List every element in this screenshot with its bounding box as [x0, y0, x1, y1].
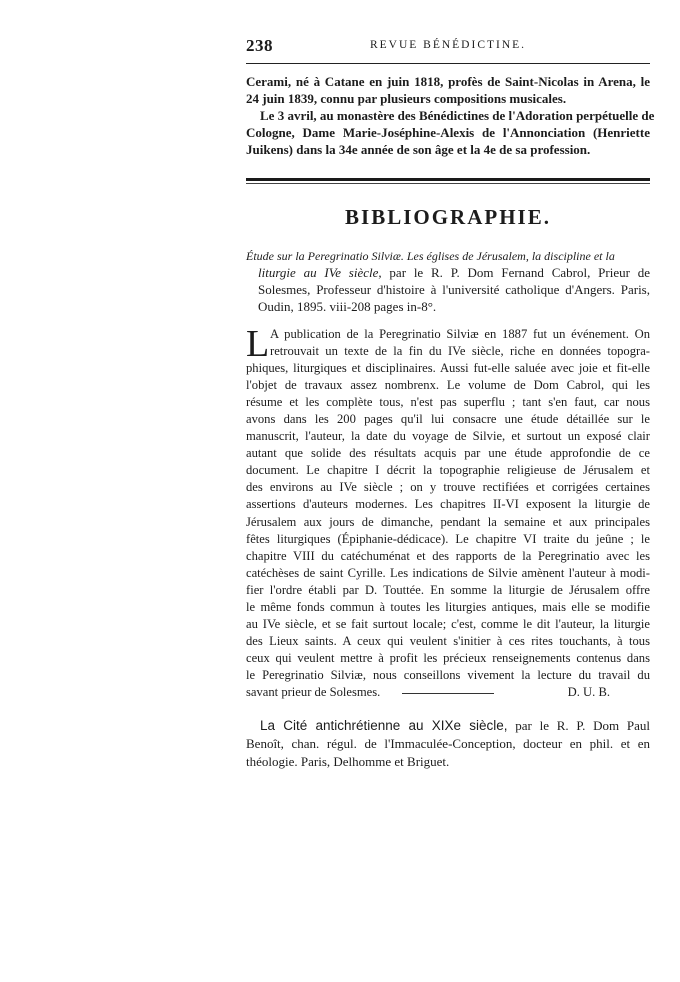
text-line: fêtes liturgiques (Épiphanie-dédicace). Le chapitre VI traite du jeûne ; le: [246, 531, 650, 546]
reference-line: théologie. Paris, Delhomme et Briguet.: [246, 754, 450, 769]
reference-line: Solesmes, Professeur d'histoire à l'université catholique d'Angers. Paris,: [258, 282, 650, 297]
text-line: l'objet de travaux assez nombrenx. Le volume de Dom Cabrol, qui les: [246, 378, 650, 393]
text-line: des environs au IVe siècle ; on y trouve rectifiées et corrigées certaines: [246, 480, 650, 495]
reference-title: [246, 247, 650, 264]
section-title: BIBLIOGRAPHIE.: [345, 205, 551, 229]
text-line-end: savant prieur de Solesmes.: [246, 684, 381, 699]
running-head: [246, 36, 650, 60]
section-rule-thin: [246, 183, 650, 184]
review-signature: D. U. B.: [567, 684, 610, 699]
text-line: Cerami, né à Catane en juin 1818, profès de Saint-Nicolas in Arena, le: [246, 74, 650, 89]
reference-line: [246, 717, 650, 735]
text-line: 24 juin 1839, connu par plusieurs compositions musicales.: [246, 91, 567, 106]
text-line: fier l'ordre établi par D. Touttée. En somme la liturgie de Jérusalem offre: [246, 582, 650, 597]
reference-title-text: liturgie au IVe siècle,: [258, 265, 382, 280]
text-line: document. Le chapitre I décrit la topographie religieuse de Jérusalem et: [246, 463, 650, 478]
text-line: Juikens) dans la 34e année de son âge et la 4e de sa profession.: [246, 142, 591, 157]
text-line: Le 3 avril, au monastère des Bénédictines de l'Adoration perpétuelle de: [260, 108, 655, 123]
reference-line: Oudin, 1895. viii-208 pages in-8°.: [258, 299, 437, 314]
bibliographic-reference: [246, 247, 650, 315]
text-line: A publication de la Peregrinatio Silviæ en 1887 fut un événement. On: [270, 327, 650, 341]
header-rule: [246, 63, 650, 64]
text-line: Cologne, Dame Marie-Joséphine-Alexis de l'Annonciation (Henriette: [246, 125, 650, 140]
necrology-notice: [246, 73, 655, 158]
reference-author: par le R. P. Dom Fernand Cabrol, Prieur de: [389, 265, 650, 280]
text-line: autant que solide des résultats acquis par une étude approfondie de ce: [246, 446, 650, 461]
reference-title-text: Étude sur la Peregrinatio Silviæ. Les églises de Jérusalem, la discipline et la: [246, 249, 615, 263]
text-line: retrouvait un texte de la fin du IVe siècle, riche en données topogra-: [270, 344, 650, 359]
text-line: manuscrit, l'auteur, la date du voyage de Silvie, et surtout un exposé clair: [246, 429, 650, 444]
text-line: le même fonds commun à toutes les liturgies antiques, mais elle se modifie: [246, 599, 650, 614]
text-line: phiques, liturgiques et disciplinaires. Aussi fut-elle saluée avec joie et fit-elle: [246, 361, 650, 376]
text-line: résume et les complète tous, n'est pas superflu ; tant s'en faut, car nous: [246, 395, 650, 410]
drop-cap: L: [246, 323, 270, 365]
text-line: catéchèses de saint Cyrille. Les indications de Silvie amènent l'auteur à modi-: [246, 565, 650, 580]
reference-line: [246, 264, 650, 281]
center-divider: [402, 693, 494, 694]
review-body: [246, 323, 650, 701]
text-line: assertions d'auteurs modernes. Les chapitres II-VI exposent la liturgie de: [246, 497, 650, 512]
text-line: chapitre VIII du catéchuménat et des rapports de la Peregrinatio avec les: [246, 548, 650, 563]
reference-title-text: La Cité antichrétienne au XIXe siècle,: [260, 718, 508, 733]
text-line: des Lieux saints. A ceux qui veulent s'initier à ces rites touchants, à tous: [246, 633, 650, 648]
journal-title: REVUE BÉNÉDICTINE.: [369, 39, 527, 51]
bibliographic-reference-2: [246, 717, 650, 771]
text-line: ceux qui veulent mettre à profit les précieux renseignements contenus dans: [246, 650, 650, 665]
text-line: Jérusalem aux jours de dimanche, pendant la semaine et aux principales: [246, 514, 650, 529]
text-line: le Peregrinatio Silviæ, nous conseillons vivement la lecture du travail du: [246, 667, 650, 682]
page-number: 238: [246, 36, 273, 55]
section-rule: [246, 178, 650, 181]
text-line: au IVe siècle, et se fait surtout locale; c'est, comme le dit l'auteur, la liturgie: [246, 616, 650, 631]
reference-author: par le R. P. Dom Paul: [515, 718, 650, 733]
reference-line: Benoît, chan. régul. de l'Immaculée-Conception, docteur en phil. et en: [246, 736, 650, 751]
text-line: avons dans les 200 pages qu'il lui consacre une étude détaillée sur le: [246, 412, 650, 427]
